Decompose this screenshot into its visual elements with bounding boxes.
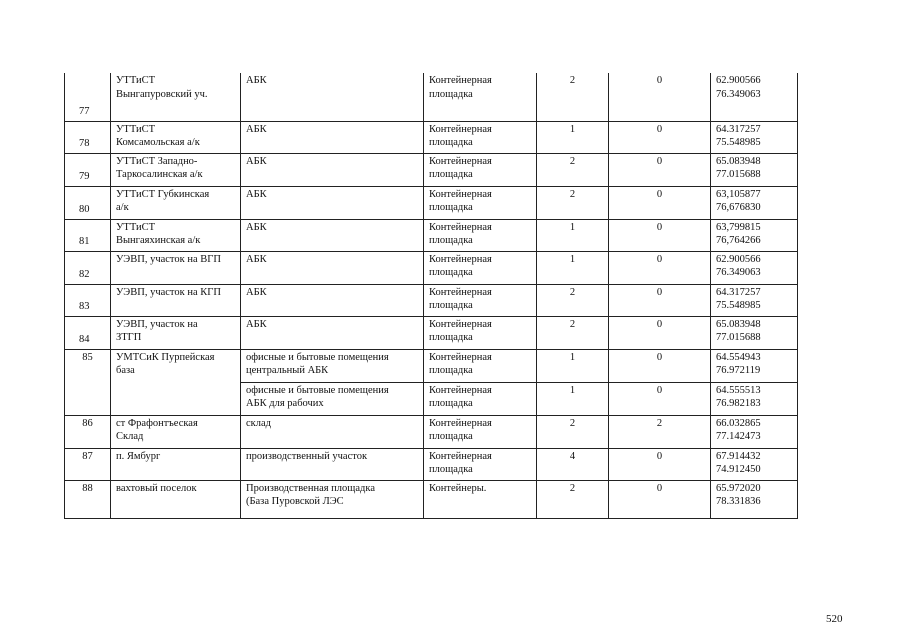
- organization-cell: [111, 73, 241, 121]
- table-row: [65, 121, 798, 153]
- container-site-cell-line: Контейнерная: [429, 155, 492, 167]
- organization-cell: [111, 448, 241, 480]
- coordinates-cell-line: 65.083948: [716, 318, 761, 330]
- container-site-cell-line: Контейнерная: [429, 286, 492, 298]
- coordinates-cell: [711, 448, 798, 480]
- container-site-cell: [424, 415, 537, 448]
- coordinates-cell: [711, 349, 798, 382]
- coordinates-cell-line: 63,799815: [716, 221, 761, 233]
- coordinates-cell-line: 76,764266: [716, 235, 761, 246]
- organization-cell: [111, 316, 241, 349]
- containers-count: 2: [537, 284, 609, 316]
- coordinates-cell-line: 67.914432: [716, 450, 761, 462]
- container-site-cell: [424, 186, 537, 219]
- organization-cell-line: ЗТГП: [116, 332, 142, 343]
- container-site-cell-line: Контейнеры.: [429, 482, 487, 494]
- row-number: 83: [65, 284, 111, 316]
- object-cell: [241, 415, 424, 448]
- coordinates-cell-line: 64.317257: [716, 286, 761, 298]
- object-cell-line: АБК: [246, 123, 267, 135]
- object-cell-line: АБК: [246, 155, 267, 167]
- container-site-cell: [424, 448, 537, 480]
- object-cell-line: АБК: [246, 318, 267, 330]
- row-number: 85: [65, 349, 111, 415]
- container-site-cell-line: площадка: [429, 365, 473, 376]
- table-row: [65, 219, 798, 251]
- object-cell: [241, 73, 424, 121]
- container-site-cell: [424, 382, 537, 415]
- object-cell: [241, 251, 424, 284]
- planned-count: 0: [609, 316, 711, 349]
- coordinates-cell-line: 74.912450: [716, 464, 761, 475]
- container-site-cell-line: площадка: [429, 332, 473, 343]
- coordinates-cell-line: 62.900566: [716, 253, 761, 265]
- object-cell: [241, 186, 424, 219]
- coordinates-cell-line: 76.349063: [716, 88, 761, 100]
- planned-count: 2: [609, 415, 711, 448]
- containers-count: 2: [537, 480, 609, 518]
- object-cell: [241, 153, 424, 186]
- object-cell-line: центральный АБК: [246, 365, 329, 376]
- organization-cell-line: Комсамольская а/к: [116, 137, 200, 148]
- containers-count: 2: [537, 415, 609, 448]
- container-site-cell-line: площадка: [429, 169, 473, 180]
- coordinates-cell-line: 77.142473: [716, 431, 761, 442]
- organization-cell: [111, 415, 241, 448]
- container-site-cell-line: площадка: [429, 88, 473, 100]
- container-site-cell: [424, 480, 537, 518]
- container-site-cell-line: Контейнерная: [429, 188, 492, 200]
- object-cell-line: (База Пуровской ЛЭС: [246, 496, 344, 507]
- coordinates-cell-line: 76.349063: [716, 267, 761, 278]
- coordinates-cell-line: 76.972119: [716, 365, 761, 376]
- coordinates-cell-line: 65.083948: [716, 155, 761, 167]
- object-cell: [241, 121, 424, 153]
- row-number: 86: [65, 415, 111, 448]
- row-number: 80: [65, 186, 111, 219]
- organization-cell: [111, 480, 241, 518]
- waste-sites-table: [64, 73, 798, 519]
- container-site-cell: [424, 251, 537, 284]
- row-number: 87: [65, 448, 111, 480]
- page-number: 520: [826, 613, 843, 625]
- table-row: [65, 448, 798, 480]
- organization-cell-line: ст Фрафонтъеская: [116, 417, 198, 429]
- object-cell: [241, 448, 424, 480]
- object-cell: [241, 316, 424, 349]
- container-site-cell-line: Контейнерная: [429, 253, 492, 265]
- container-site-cell: [424, 316, 537, 349]
- object-cell: [241, 349, 424, 382]
- containers-count: 2: [537, 153, 609, 186]
- coordinates-cell: [711, 121, 798, 153]
- coordinates-cell: [711, 382, 798, 415]
- container-site-cell-line: Контейнерная: [429, 384, 492, 396]
- container-site-cell-line: Контейнерная: [429, 221, 492, 233]
- coordinates-cell-line: 62.900566: [716, 75, 761, 86]
- table-row: [65, 153, 798, 186]
- organization-cell-line: УТТиСТ: [116, 75, 156, 86]
- object-cell-line: офисные и бытовые помещения: [246, 384, 389, 396]
- organization-cell: [111, 349, 241, 415]
- object-cell: [241, 480, 424, 518]
- container-site-cell-line: площадка: [429, 202, 473, 213]
- planned-count: 0: [609, 153, 711, 186]
- row-number: 78: [65, 121, 111, 153]
- planned-count: 0: [609, 251, 711, 284]
- planned-count: 0: [609, 219, 711, 251]
- container-site-cell: [424, 153, 537, 186]
- organization-cell-line: Вынгапуровский уч.: [116, 88, 208, 100]
- object-cell-line: АБК для рабочих: [246, 398, 324, 409]
- table-row: [65, 251, 798, 284]
- containers-count: 1: [537, 121, 609, 153]
- container-site-cell-line: Контейнерная: [429, 75, 492, 86]
- object-cell: [241, 382, 424, 415]
- organization-cell: [111, 186, 241, 219]
- object-cell-line: склад: [246, 417, 272, 429]
- organization-cell-line: УЭВП, участок на ВГП: [116, 253, 221, 265]
- organization-cell-line: база: [116, 365, 135, 376]
- organization-cell-line: УМТСиК Пурпейская: [116, 351, 215, 363]
- container-site-cell: [424, 121, 537, 153]
- container-site-cell: [424, 73, 537, 121]
- container-site-cell-line: площадка: [429, 235, 473, 246]
- planned-count: 0: [609, 448, 711, 480]
- containers-count: 2: [537, 186, 609, 219]
- container-site-cell-line: Контейнерная: [429, 123, 492, 135]
- object-cell: [241, 219, 424, 251]
- planned-count: 0: [609, 349, 711, 382]
- coordinates-cell: [711, 316, 798, 349]
- organization-cell-line: Таркосалинская а/к: [116, 169, 203, 180]
- object-cell-line: Производственная площадка: [246, 482, 375, 494]
- container-site-cell-line: Контейнерная: [429, 450, 492, 462]
- coordinates-cell-line: 75.548985: [716, 137, 761, 148]
- container-site-cell: [424, 349, 537, 382]
- object-cell-line: производственный участок: [246, 450, 368, 462]
- container-site-cell-line: Контейнерная: [429, 417, 492, 429]
- container-site-cell-line: площадка: [429, 398, 473, 409]
- coordinates-cell: [711, 251, 798, 284]
- containers-count: 2: [537, 316, 609, 349]
- table-row: [65, 480, 798, 518]
- organization-cell-line: п. Ямбург: [116, 450, 161, 462]
- object-cell-line: АБК: [246, 253, 267, 265]
- row-number: 82: [65, 251, 111, 284]
- organization-cell-line: УТТиСТ Губкинская: [116, 188, 210, 200]
- coordinates-cell-line: 76.982183: [716, 398, 761, 409]
- organization-cell-line: Склад: [116, 431, 144, 442]
- planned-count: 0: [609, 284, 711, 316]
- table-row: [65, 349, 798, 382]
- organization-cell: [111, 153, 241, 186]
- coordinates-cell-line: 65.972020: [716, 482, 761, 494]
- planned-count: 0: [609, 121, 711, 153]
- containers-count: 1: [537, 349, 609, 382]
- container-site-cell-line: площадка: [429, 464, 473, 475]
- organization-cell-line: УТТиСТ Западно-: [116, 155, 198, 167]
- coordinates-cell: [711, 284, 798, 316]
- container-site-cell-line: Контейнерная: [429, 351, 492, 363]
- container-site-cell: [424, 219, 537, 251]
- coordinates-cell: [711, 73, 798, 121]
- container-site-cell-line: площадка: [429, 300, 473, 311]
- coordinates-cell: [711, 480, 798, 518]
- containers-count: 1: [537, 382, 609, 415]
- coordinates-cell-line: 64.554943: [716, 351, 761, 363]
- organization-cell-line: вахтовый поселок: [116, 482, 197, 494]
- coordinates-cell: [711, 153, 798, 186]
- table-body: [65, 73, 798, 518]
- organization-cell: [111, 284, 241, 316]
- organization-cell-line: УЭВП, участок на: [116, 318, 198, 330]
- container-site-cell-line: Контейнерная: [429, 318, 492, 330]
- object-cell: [241, 284, 424, 316]
- table-row: [65, 284, 798, 316]
- object-cell-line: АБК: [246, 286, 267, 298]
- table-row: [65, 186, 798, 219]
- organization-cell-line: УТТиСТ: [116, 221, 156, 233]
- object-cell-line: офисные и бытовые помещения: [246, 351, 389, 363]
- coordinates-cell-line: 63,105877: [716, 188, 761, 200]
- organization-cell-line: УТТиСТ: [116, 123, 156, 135]
- planned-count: 0: [609, 382, 711, 415]
- coordinates-cell-line: 64.317257: [716, 123, 761, 135]
- table-row: [65, 316, 798, 349]
- row-number: 81: [65, 219, 111, 251]
- organization-cell: [111, 251, 241, 284]
- planned-count: 0: [609, 480, 711, 518]
- organization-cell-line: УЭВП, участок на КГП: [116, 286, 221, 298]
- row-number: 88: [65, 480, 111, 518]
- table-row: [65, 415, 798, 448]
- coordinates-cell-line: 77.015688: [716, 332, 761, 343]
- coordinates-cell: [711, 415, 798, 448]
- containers-count: 4: [537, 448, 609, 480]
- organization-cell: [111, 121, 241, 153]
- organization-cell: [111, 219, 241, 251]
- coordinates-cell-line: 64.555513: [716, 384, 761, 396]
- coordinates-cell: [711, 219, 798, 251]
- container-site-cell-line: площадка: [429, 137, 473, 148]
- container-site-cell-line: площадка: [429, 431, 473, 442]
- planned-count: 0: [609, 186, 711, 219]
- coordinates-cell-line: 78.331836: [716, 496, 761, 507]
- object-cell-line: АБК: [246, 75, 267, 86]
- planned-count: 0: [609, 73, 711, 121]
- row-number: 84: [65, 316, 111, 349]
- table-row: [65, 73, 798, 121]
- row-number: 79: [65, 153, 111, 186]
- object-cell-line: АБК: [246, 188, 267, 200]
- coordinates-cell-line: 76,676830: [716, 202, 761, 213]
- coordinates-cell-line: 66.032865: [716, 417, 761, 429]
- organization-cell-line: Вынгаяхинская а/к: [116, 235, 201, 246]
- container-site-cell: [424, 284, 537, 316]
- containers-count: 2: [537, 73, 609, 121]
- row-number: 77: [65, 73, 111, 121]
- containers-count: 1: [537, 219, 609, 251]
- coordinates-cell: [711, 186, 798, 219]
- containers-count: 1: [537, 251, 609, 284]
- organization-cell-line: а/к: [116, 202, 129, 213]
- coordinates-cell-line: 75.548985: [716, 300, 761, 311]
- container-site-cell-line: площадка: [429, 267, 473, 278]
- coordinates-cell-line: 77.015688: [716, 169, 761, 180]
- object-cell-line: АБК: [246, 221, 267, 233]
